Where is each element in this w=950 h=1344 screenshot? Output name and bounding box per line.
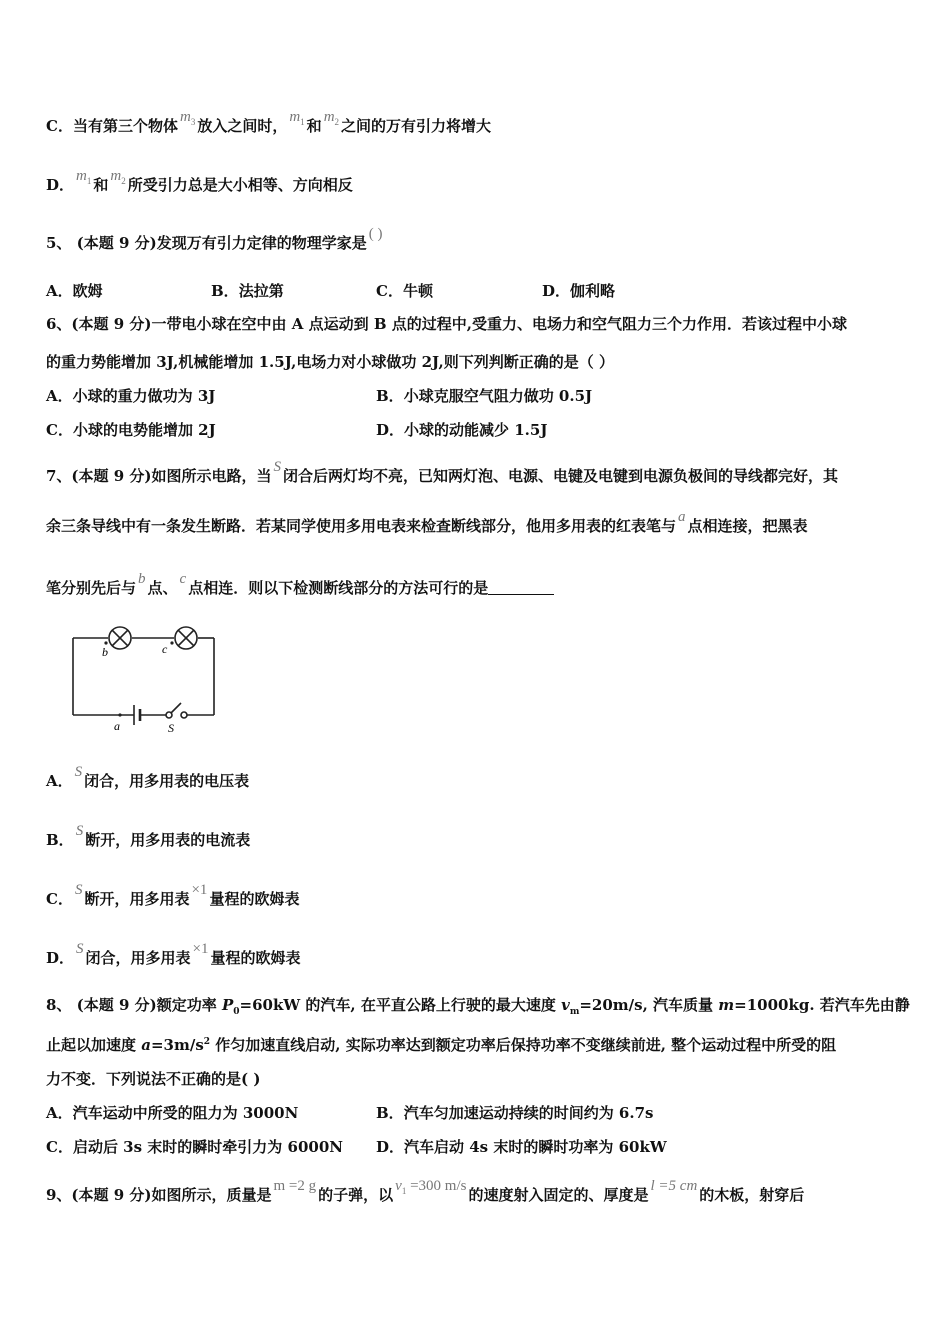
q7-stem-line1: 7、(本题 9 分)如图所示电路，当 S 闭合后两灯均不亮，已知两灯泡、电源、电键及电键到电源负极间的导线都完好，其: [46, 459, 839, 485]
symbol-S: S: [76, 941, 84, 957]
option-label: D．: [46, 176, 75, 194]
option-label: C．: [46, 117, 73, 135]
q6-option-b: B．小球克服空气阻力做功 0.5J: [376, 387, 593, 405]
formula-thickness: l =5 cm: [650, 1178, 698, 1194]
q5-option-b: B．法拉第: [211, 282, 284, 300]
switch-lever: [171, 703, 181, 713]
formula-m3: $m_3$: [179, 109, 196, 127]
q6-stem-line2: 的重力势能增加 3J,机械能增加 1.5J,电场力对小球做功 2J,则下列判断正确的是（ ）: [46, 353, 614, 371]
q8-option-a: A．汽车运动中所受的阻力为 3000N: [46, 1104, 299, 1122]
q8-stem-line1: 8、 (本题 9 分)额定功率 $P_0=60kW$ 的汽车, 在平直公路上行驶的最大速度 $v_m=20m/s$, 汽车质量 m=1000kg. 若汽车先由静: [46, 996, 910, 1017]
symbol-S: S: [75, 823, 84, 839]
q8-option-d: D．汽车启动 4s 末时的瞬时功率为 60kW: [376, 1138, 667, 1156]
answer-blank: [488, 580, 554, 595]
formula-m2: $m_2$: [323, 109, 340, 127]
symbol-b: b: [138, 571, 146, 587]
q4-option-c: C．当有第三个物体 $m_3$ 放入之间时， $m_1$ 和 $m_2$ 之间的万有引力将增大: [46, 109, 492, 135]
symbol-S: S: [273, 459, 282, 475]
q5-option-a: A．欧姆: [46, 282, 103, 300]
q6-option-c: C．小球的电势能增加 2J: [46, 421, 216, 439]
formula-m1: $m_1$: [76, 168, 92, 186]
formula-m1: $m_1$: [289, 109, 305, 127]
symbol-a: a: [678, 509, 686, 525]
q5-option-c: C．牛顿: [376, 282, 433, 300]
formula-m2: $m_2$: [110, 168, 126, 186]
q9-stem-line1: 9、(本题 9 分)如图所示，质量是 m =2 g 的子弹，以 $v_1 =300$ m/s 的速度射入固定的、厚度是 l =5 cm 的木板，射穿后: [46, 1178, 805, 1204]
node-label-c: c: [162, 642, 168, 656]
node-label-a: a: [114, 719, 120, 733]
q5-stem: 5、 (本题 9 分)发现万有引力定律的物理学家是 ( ): [46, 226, 383, 252]
q8-option-b: B．汽车匀加速运动持续的时间约为 6.7s: [376, 1104, 654, 1122]
q4-option-d: D． $m_1$ 和 $m_2$ 所受引力总是大小相等、方向相反: [46, 168, 353, 194]
circuit-diagram: [66, 622, 226, 740]
q7-option-d: D． S 闭合，用多用表 ×1 量程的欧姆表: [46, 941, 301, 967]
formula-velocity: $v_1 =300$ m/s: [395, 1178, 467, 1196]
q5-option-d: D．伽利略: [542, 282, 616, 300]
symbol-c: c: [179, 571, 187, 587]
q6-option-d: D．小球的动能减少 1.5J: [376, 421, 548, 439]
q6-option-a: A．小球的重力做功为 3J: [46, 387, 216, 405]
q6-stem-line1: 6、(本题 9 分)一带电小球在空中由 A 点运动到 B 点的过程中,受重力、电场力和空气阻力三个力作用．若该过程中小球: [46, 315, 847, 333]
symbol-S: S: [74, 882, 83, 898]
q8-option-c: C．启动后 3s 末时的瞬时牵引力为 6000N: [46, 1138, 343, 1156]
q7-option-b: B． S 断开，用多用表的电流表: [46, 823, 251, 849]
q8-stem-line2: 止起以加速度 $a=3m/s^2$ 作匀加速直线启动, 实际功率达到额定功率后保持功率不变继续前进, 整个运动过程中所受的阻: [46, 1036, 837, 1054]
q7-stem-line2: 余三条导线中有一条发生断路．若某同学使用多用电表来检查断线部分，他用多用表的红表笔与 a 点相连接，把黑表: [46, 509, 808, 535]
switch-label-s: S: [168, 721, 174, 735]
q8-stem-line3: 力不变．下列说法不正确的是( ): [46, 1070, 261, 1088]
range-x1: ×1: [191, 882, 208, 898]
answer-paren: ( ): [368, 226, 383, 242]
q7-option-a: A． S 闭合，用多用表的电压表: [46, 764, 250, 790]
range-x1: ×1: [192, 941, 209, 957]
symbol-S: S: [74, 764, 83, 780]
q7-option-c: C． S 断开，用多用表 ×1 量程的欧姆表: [46, 882, 300, 908]
node-label-b: b: [102, 645, 108, 659]
formula-mass: m =2 g: [273, 1178, 317, 1194]
q7-stem-line3: 笔分别先后与 b 点、 c 点相连．则以下检测断线部分的方法可行的是: [46, 578, 554, 599]
